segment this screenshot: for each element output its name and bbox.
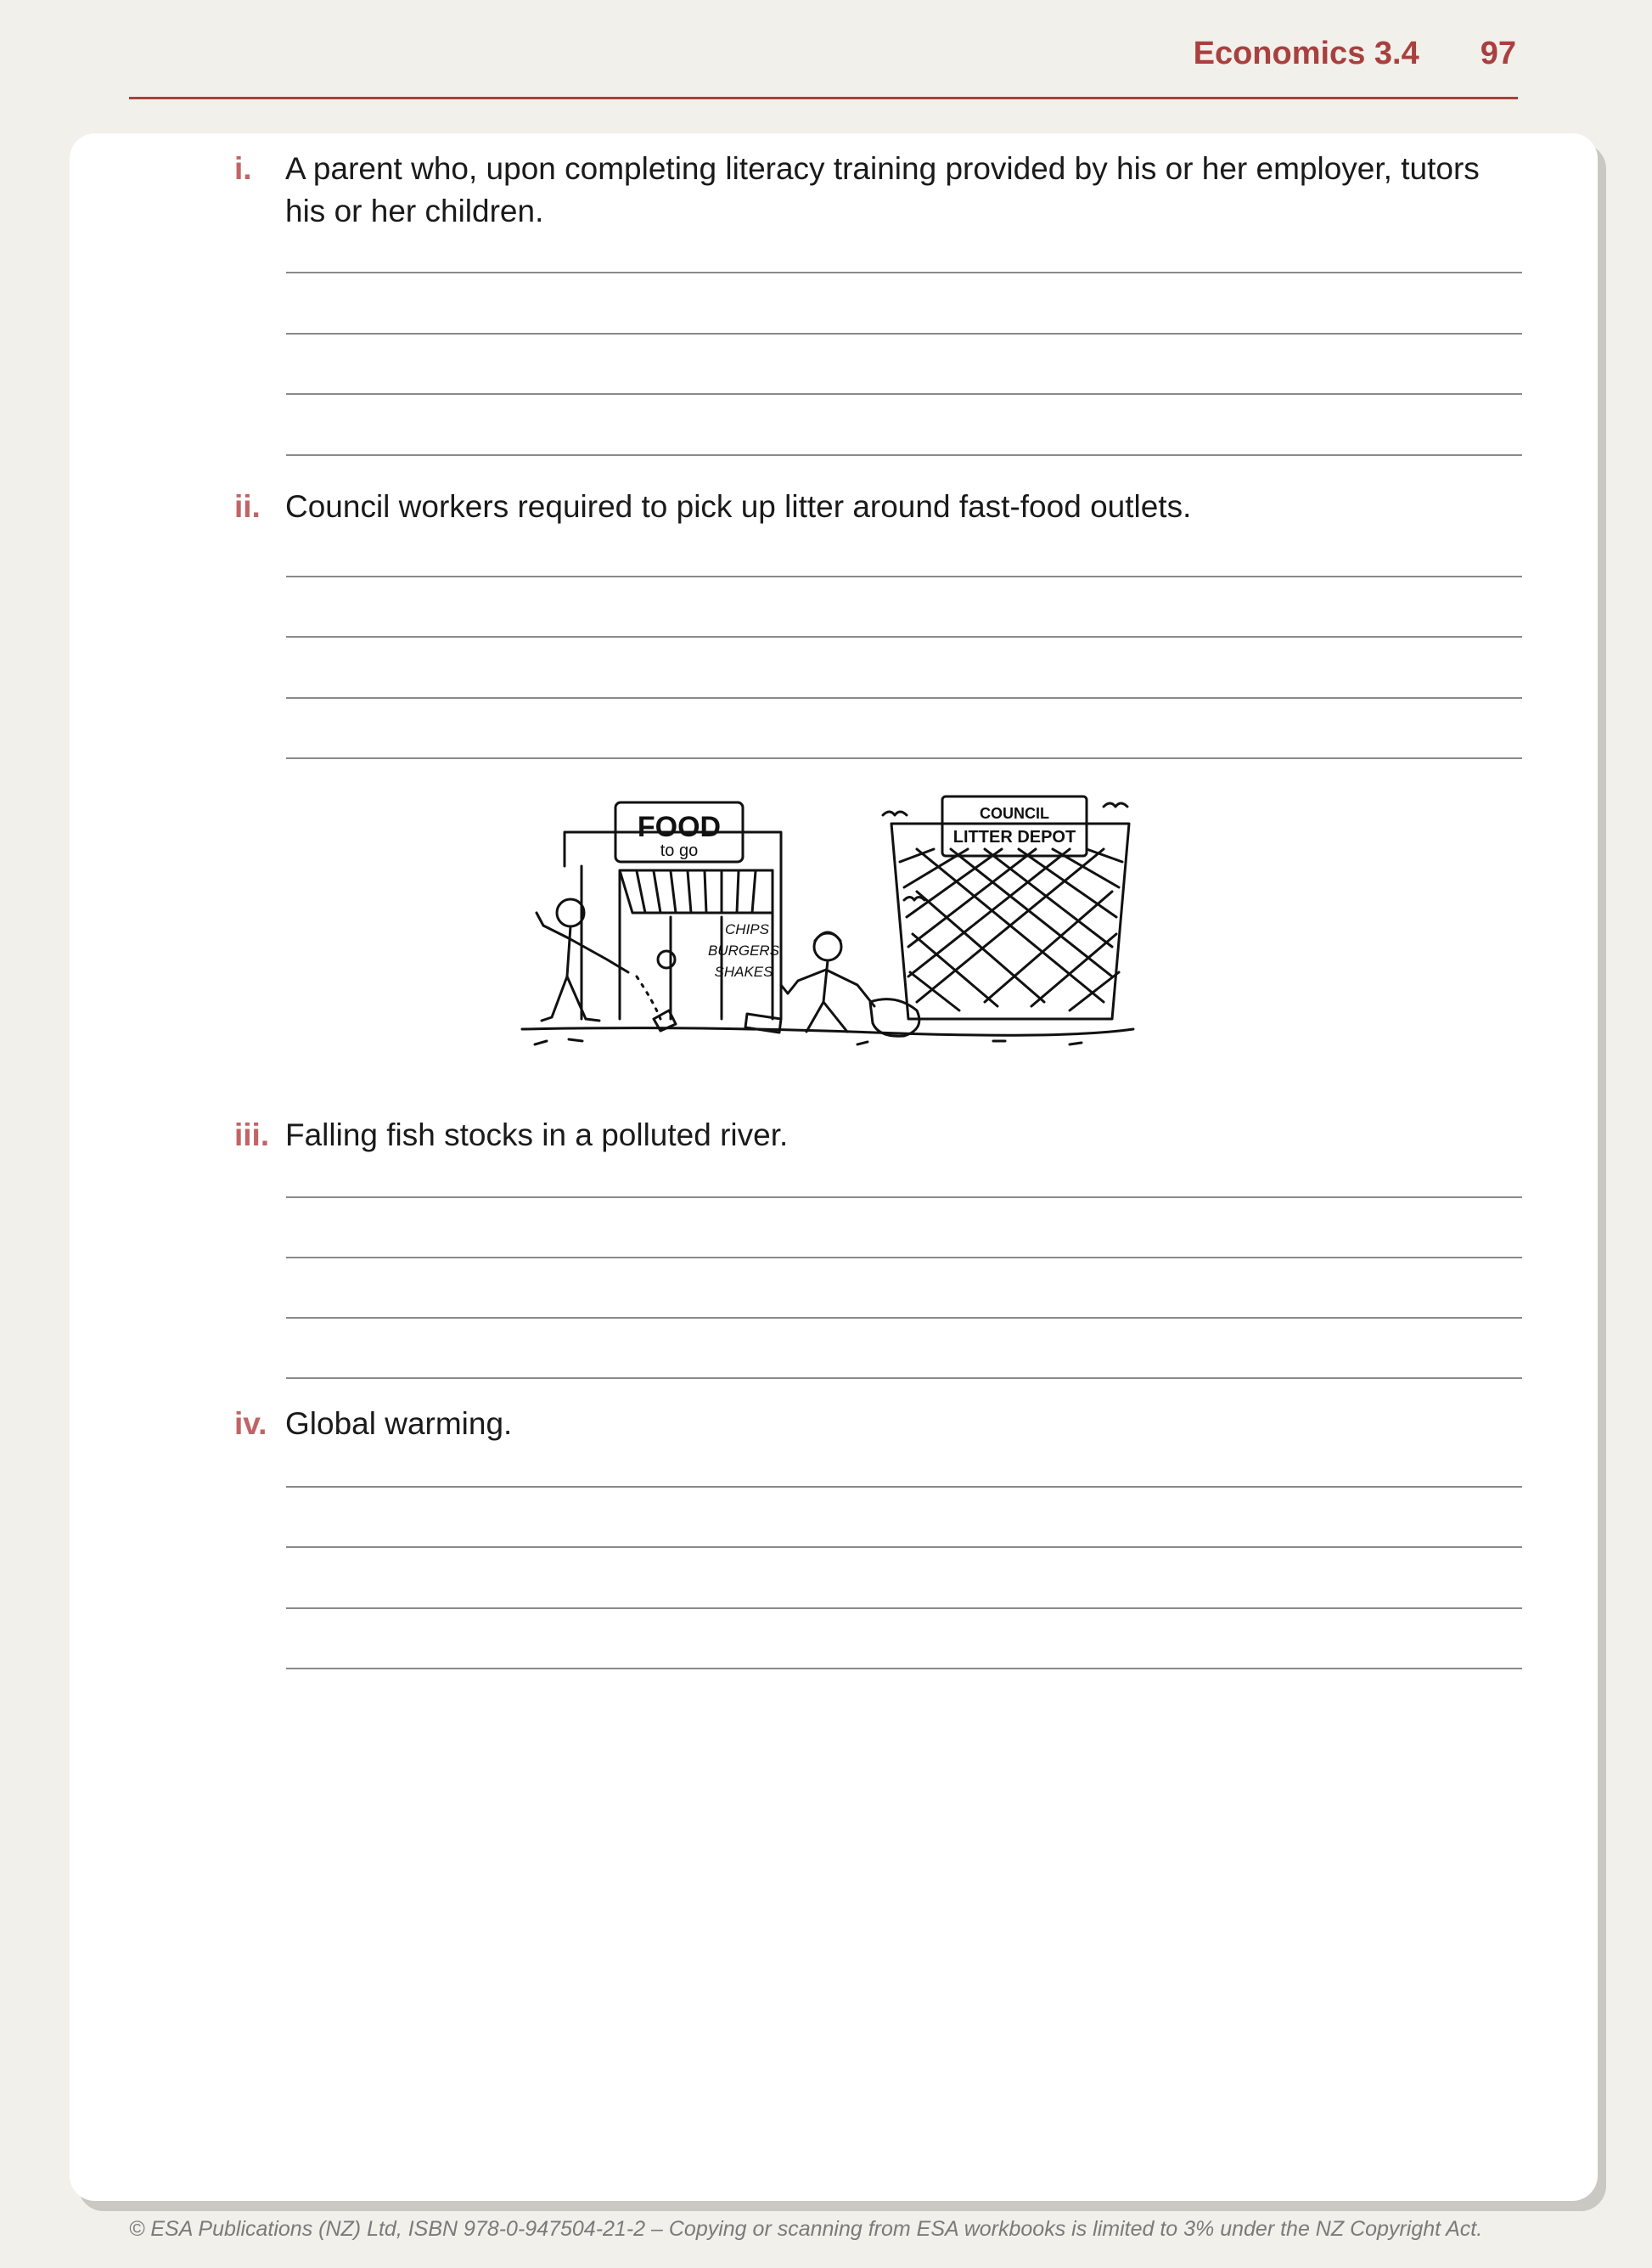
depot-sign-bottom-text: LITTER DEPOT xyxy=(952,828,1076,847)
answer-line[interactable] xyxy=(286,1607,1522,1609)
question-text: A parent who, upon completing literacy training provided by his or her employer, tutors his or her children. xyxy=(285,151,1480,228)
answer-line[interactable] xyxy=(286,576,1522,577)
question-text: Falling fish stocks in a polluted river. xyxy=(285,1117,789,1152)
answer-line[interactable] xyxy=(286,697,1522,699)
question-text: Global warming. xyxy=(285,1406,513,1441)
shop-menu-item: BURGERS xyxy=(707,943,780,959)
answer-line[interactable] xyxy=(286,1196,1522,1198)
header-rule xyxy=(129,97,1518,99)
page-number: 97 xyxy=(1480,36,1516,71)
section-title: Economics 3.4 xyxy=(1193,36,1419,71)
answer-line[interactable] xyxy=(286,1377,1522,1379)
answer-line[interactable] xyxy=(286,1257,1522,1258)
answer-line[interactable] xyxy=(286,1546,1522,1548)
question-number: iv. xyxy=(234,1406,267,1441)
answer-line[interactable] xyxy=(286,636,1522,638)
answer-line[interactable] xyxy=(286,454,1522,456)
running-head xyxy=(1194,36,1516,72)
answer-line[interactable] xyxy=(286,1486,1522,1488)
shop-menu-item: CHIPS xyxy=(725,921,769,937)
answer-line[interactable] xyxy=(286,757,1522,759)
answer-line[interactable] xyxy=(286,333,1522,335)
question-number: iii. xyxy=(234,1117,270,1152)
shop-sign-sub-text: to go xyxy=(660,841,699,860)
question-number: i. xyxy=(234,151,252,186)
shop-sign-text: FOOD xyxy=(637,811,722,843)
answer-line[interactable] xyxy=(286,393,1522,395)
worksheet-card xyxy=(70,133,1598,2201)
answer-line[interactable] xyxy=(286,272,1522,273)
shop-menu-item: SHAKES xyxy=(714,964,773,980)
depot-sign-top-text: COUNCIL xyxy=(980,805,1049,822)
copyright-footer: © ESA Publications (NZ) Ltd, ISBN 978-0-947504-21-2 – Copying or scanning from ESA workbooks is limited to 3% under the NZ Copyright Act. xyxy=(129,2217,1483,2241)
answer-line[interactable] xyxy=(286,1317,1522,1319)
litter-cartoon-illustration xyxy=(518,790,1138,1095)
question-text: Council workers required to pick up litter around fast-food outlets. xyxy=(285,489,1192,524)
answer-line[interactable] xyxy=(286,1668,1522,1669)
question-number: ii. xyxy=(234,489,261,524)
